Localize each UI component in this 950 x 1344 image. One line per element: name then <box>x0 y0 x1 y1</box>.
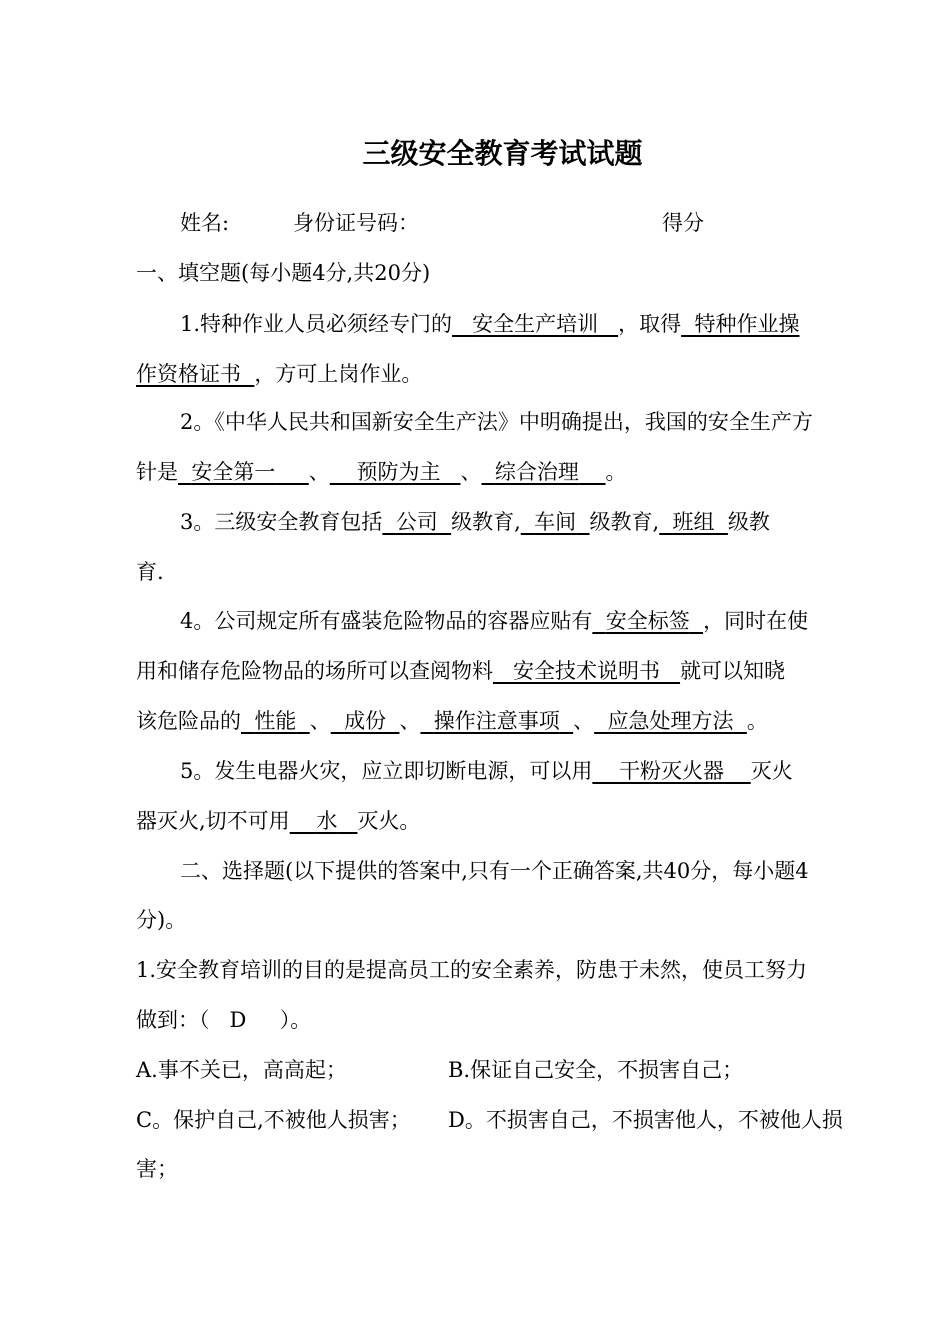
s2-q1-option-d-line2: 害； <box>136 1157 178 1181</box>
q3-line2: 育. <box>136 560 164 584</box>
q4-line2 <box>136 656 785 686</box>
q1-text-c: ，方可上岗作业。 <box>254 362 423 386</box>
q5-text-b: 灭火 <box>750 759 793 783</box>
q4-answer-2: 安全技术说明书 <box>513 659 661 683</box>
section1-heading: 一、填空题(每小题4分,共20分) <box>136 261 431 285</box>
s2-q1-text-a: 做到：（ <box>136 1008 210 1032</box>
q2-answer-1: 安全第一 <box>191 460 276 484</box>
q4-line3 <box>136 706 768 736</box>
s2-q1-option-c: C。保护自己,不被他人损害； <box>136 1108 411 1132</box>
q4-sep-2: 、 <box>399 709 421 733</box>
q5-answer-2: 水 <box>316 809 338 833</box>
q4-text-d: 就可以知晓 <box>680 659 786 683</box>
s2-q1-option-d-line1: D。不损害自己，不损害他人，不被他人损 <box>448 1108 843 1132</box>
q3-answer-1: 公司 <box>395 510 438 534</box>
q4-answer-5: 操作注意事项 <box>433 709 560 733</box>
q2-answer-3: 综合治理 <box>494 460 579 484</box>
s2-q1-option-a: A.事不关已，高高起； <box>136 1058 347 1082</box>
q5-text-c: 器灭火,切不可用 <box>136 809 290 833</box>
q4-answer-6: 应急处理方法 <box>607 709 734 733</box>
q5-text-d: 灭火。 <box>357 809 421 833</box>
q4-answer-3: 性能 <box>254 709 297 733</box>
q4-sep-1: 、 <box>309 709 331 733</box>
q1-line1 <box>180 309 799 339</box>
q1-answer-1: 安全生产培训 <box>472 312 599 336</box>
q4-answer-1: 安全标签 <box>605 609 690 633</box>
q2-sep-1: 、 <box>308 460 330 484</box>
s2-q1-option-b: B.保证自己安全，不损害自己； <box>448 1058 744 1082</box>
q3-line1 <box>180 507 770 537</box>
q3-text-d: 级教 <box>727 510 770 534</box>
q4-line1 <box>180 606 808 636</box>
q1-answer-2a: 特种作业操 <box>694 312 800 336</box>
q2-answer-2: 预防为主 <box>356 460 441 484</box>
q4-text-c: 用和储存危险物品的场所可以查阅物料 <box>136 659 493 683</box>
s2-q1-answer: D <box>229 1008 247 1032</box>
section2-heading-line2: 分)。 <box>136 908 187 932</box>
q3-text-c: 级教育, <box>589 510 660 534</box>
q4-text-b: ，同时在使 <box>703 609 809 633</box>
header-name-label: 姓名: <box>180 211 230 235</box>
section2-heading-line1: 二、选择题(以下提供的答案中,只有一个正确答案,共40分，每小题4 <box>180 859 809 883</box>
q4-sep-3: 、 <box>573 709 595 733</box>
q4-answer-4: 成份 <box>344 709 387 733</box>
q5-line1 <box>180 756 793 786</box>
page-title: 三级安全教育考试试题 <box>362 137 643 170</box>
q2-line2 <box>136 457 627 487</box>
s2-q1-line2 <box>136 1005 311 1035</box>
q4-text-e: 该危险品的 <box>136 709 241 733</box>
q1-text-a: 1.特种作业人员必须经专门的 <box>180 312 453 336</box>
q4-end: 。 <box>746 709 768 733</box>
q4-text-a: 4。公司规定所有盛装危险物品的容器应贴有 <box>180 609 593 633</box>
s2-q1-line1: 1.安全教育培训的目的是提高员工的安全素养，防患于未然，使员工努力 <box>136 958 808 982</box>
q5-line2 <box>136 806 420 836</box>
q1-line2 <box>136 359 422 389</box>
q1-answer-2b: 作资格证书 <box>136 362 241 386</box>
q5-answer-1: 干粉灭火器 <box>619 759 725 783</box>
q2-text-a: 针是 <box>136 460 178 484</box>
q3-text-b: 级教育, <box>451 510 521 534</box>
q2-end: 。 <box>605 460 627 484</box>
q2-sep-2: 、 <box>460 460 482 484</box>
header-id-label: 身份证号码： <box>293 211 419 235</box>
q1-text-b: ，取得 <box>618 312 682 336</box>
header-score-label: 得分 <box>662 211 704 235</box>
q3-answer-3: 班组 <box>672 510 715 534</box>
s2-q1-text-b: ）。 <box>279 1008 312 1032</box>
q2-line1: 2。《中华人民共和国新安全生产法》中明确提出，我国的安全生产方 <box>180 410 813 434</box>
q5-text-a: 5。发生电器火灾，应立即切断电源，可以用 <box>180 759 593 783</box>
q3-text-a: 3。三级安全教育包括 <box>180 510 383 534</box>
q3-answer-2: 车间 <box>534 510 577 534</box>
